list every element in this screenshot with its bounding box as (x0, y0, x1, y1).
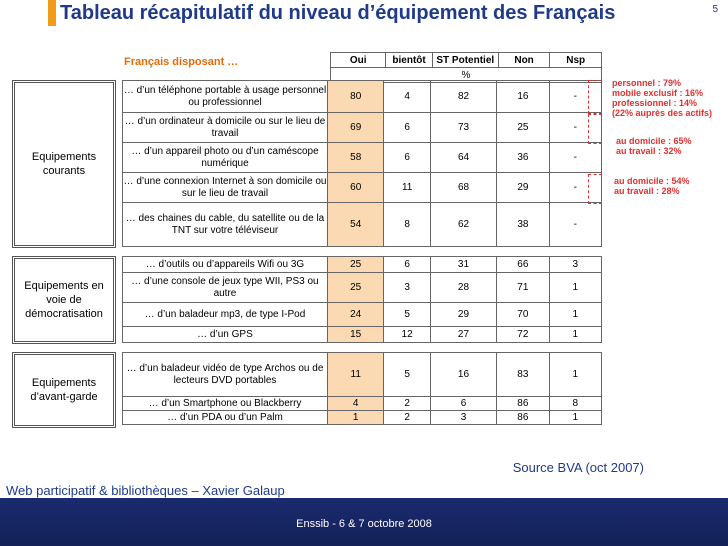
value-st-potentiel: 6 (430, 397, 496, 411)
table-row (123, 113, 602, 143)
annotation-line: personnel : 79% (612, 78, 682, 88)
value-bientot: 6 (384, 257, 431, 273)
table-row (123, 257, 602, 273)
value-nsp: 1 (549, 327, 601, 343)
annotation-line: au travail : 32% (616, 146, 682, 156)
annotation-internet (614, 176, 690, 196)
value-bientot: 2 (384, 397, 430, 411)
value-non: 86 (497, 411, 549, 425)
annotation-line: professionnel : 14% (612, 98, 698, 108)
value-st-potentiel: 16 (430, 353, 496, 397)
item-label: … d’une console de jeux type WII, PS3 ou autre (123, 273, 328, 303)
value-nsp: 1 (549, 273, 601, 303)
value-oui: 69 (328, 113, 384, 143)
value-non: 72 (497, 327, 549, 343)
item-label: … d’un PDA ou d’un Palm (123, 411, 328, 425)
value-nsp: 3 (549, 257, 601, 273)
value-bientot: 4 (384, 81, 431, 113)
table-avant-garde (122, 352, 602, 425)
item-label: … d’un ordinateur à domicile ou sur le lieu de travail (123, 113, 328, 143)
value-st-potentiel: 29 (430, 303, 496, 327)
footer-author: Web participatif & bibliothèques – Xavier Galaup (6, 483, 285, 498)
item-label: … des chaines du cable, du satellite ou de la TNT sur votre téléviseur (123, 203, 328, 247)
value-nsp: - (549, 203, 601, 247)
value-bientot: 2 (384, 411, 430, 425)
group-label-avant-garde: Equipements d’avant-garde (12, 352, 116, 428)
column-header-table (330, 52, 602, 83)
annotation-marker (588, 80, 602, 114)
table-row (123, 327, 602, 343)
value-nsp: - (549, 113, 601, 143)
table-row (123, 273, 602, 303)
annotation-computer (616, 136, 692, 156)
item-label: … d’outils ou d’appareils Wifi ou 3G (123, 257, 328, 273)
value-nsp: 8 (549, 397, 601, 411)
col-bientot: bientôt (386, 53, 432, 68)
value-oui: 25 (327, 273, 383, 303)
page-title: Tableau récapitulatif du niveau d’équipement des Français (60, 2, 616, 24)
value-non: 71 (497, 273, 549, 303)
annotation-line: (22% auprès des actifs) (612, 108, 713, 118)
value-non: 83 (497, 353, 549, 397)
value-st-potentiel: 27 (430, 327, 496, 343)
value-oui: 58 (328, 143, 384, 173)
unit-label: % (331, 68, 602, 83)
value-bientot: 6 (384, 113, 431, 143)
annotation-phone (612, 78, 712, 118)
value-bientot: 11 (384, 173, 431, 203)
table-row (123, 353, 602, 397)
value-bientot: 6 (384, 143, 431, 173)
value-st-potentiel: 73 (430, 113, 496, 143)
annotation-line: mobile exclusif : 16% (612, 88, 704, 98)
value-nsp: - (549, 173, 601, 203)
value-oui: 11 (328, 353, 384, 397)
value-bientot: 8 (384, 203, 431, 247)
value-oui: 24 (327, 303, 383, 327)
value-st-potentiel: 3 (430, 411, 496, 425)
col-oui: Oui (331, 53, 386, 68)
col-nsp: Nsp (550, 53, 602, 68)
footer-event: Enssib - 6 & 7 octobre 2008 (296, 518, 432, 530)
value-bientot: 12 (384, 327, 431, 343)
value-oui: 25 (327, 257, 383, 273)
value-non: 16 (497, 81, 549, 113)
table-row (123, 411, 602, 425)
value-oui: 4 (328, 397, 384, 411)
value-nsp: 1 (549, 353, 601, 397)
source-note: Source BVA (oct 2007) (512, 460, 644, 475)
group-label-democratisation: Equipements en voie de démocratisation (12, 256, 116, 344)
value-bientot: 3 (384, 273, 431, 303)
value-non: 70 (497, 303, 549, 327)
table-row (123, 173, 602, 203)
value-st-potentiel: 31 (430, 257, 496, 273)
value-oui: 80 (328, 81, 384, 113)
slide-number: 5 (712, 4, 718, 15)
value-nsp: 1 (549, 303, 601, 327)
table-courants (122, 80, 602, 247)
value-non: 38 (497, 203, 549, 247)
item-label: … d’un baladeur mp3, de type I-Pod (123, 303, 328, 327)
annotation-marker (588, 114, 602, 144)
group-label-courants: Equipements courants (12, 80, 116, 248)
annotation-line: au domicile : 54% (614, 176, 690, 186)
value-st-potentiel: 64 (430, 143, 496, 173)
value-oui: 15 (327, 327, 383, 343)
table-row (123, 303, 602, 327)
table-democratisation (122, 256, 602, 343)
value-non: 36 (497, 143, 549, 173)
value-st-potentiel: 28 (430, 273, 496, 303)
table-row (123, 143, 602, 173)
value-bientot: 5 (384, 303, 431, 327)
item-label: … d’un téléphone portable à usage personnel ou professionnel (123, 81, 328, 113)
value-nsp: 1 (549, 411, 601, 425)
annotation-line: au domicile : 65% (616, 136, 692, 146)
table-row (123, 81, 602, 113)
value-oui: 1 (328, 411, 384, 425)
item-label: … d’un appareil photo ou d’un caméscope numérique (123, 143, 328, 173)
header-label: Français disposant … (124, 56, 239, 68)
col-non: Non (498, 53, 550, 68)
annotation-marker (588, 174, 602, 204)
item-label: … d’un Smartphone ou Blackberry (123, 397, 328, 411)
value-non: 29 (497, 173, 549, 203)
value-st-potentiel: 82 (430, 81, 496, 113)
table-row (123, 203, 602, 247)
value-oui: 60 (328, 173, 384, 203)
value-oui: 54 (328, 203, 384, 247)
value-non: 25 (497, 113, 549, 143)
col-st-potentiel: ST Potentiel (432, 53, 498, 68)
annotation-line: au travail : 28% (614, 186, 680, 196)
value-nsp: - (549, 143, 601, 173)
value-bientot: 5 (384, 353, 430, 397)
value-st-potentiel: 62 (430, 203, 496, 247)
value-non: 66 (497, 257, 549, 273)
table-row (123, 397, 602, 411)
value-nsp: - (549, 81, 601, 113)
item-label: … d’un baladeur vidéo de type Archos ou de lecteurs DVD portables (123, 353, 328, 397)
item-label: … d’une connexion Internet à son domicile ou sur le lieu de travail (123, 173, 328, 203)
item-label: … d’un GPS (123, 327, 328, 343)
value-st-potentiel: 68 (430, 173, 496, 203)
value-non: 86 (497, 397, 549, 411)
